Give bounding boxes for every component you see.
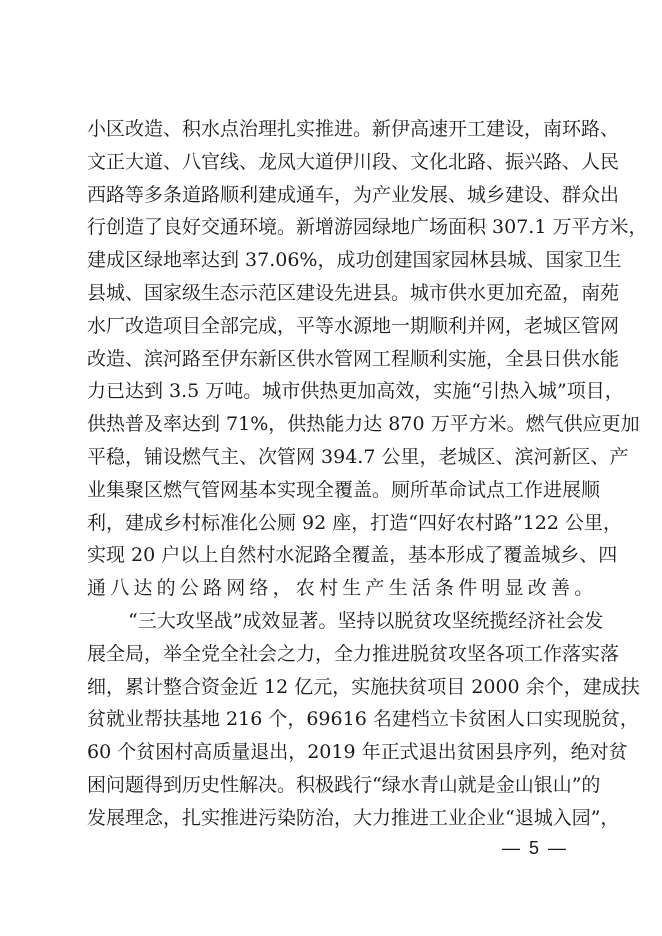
text-line: 改造、滨河路至伊东新区供水管网工程顺利实施，全县日供水能 [87,347,620,370]
body-text [87,113,648,835]
text-line: 实现 20 户以上自然村水泥路全覆盖，基本形成了覆盖城乡、四 [87,544,618,567]
text-line: 业集聚区燃气管网基本实现全覆盖。厕所革命试点工作进展顺 [87,478,601,501]
text-line: 文正大道、八官线、龙凤大道伊川段、文化北路、振兴路、人民 [87,150,620,173]
text-line: 细，累计整合资金近 12 亿元，实施扶贫项目 2000 余个，建成扶 [87,675,640,698]
text-line: 行创造了良好交通环境。新增游园绿地广场面积 307.1 万平方米， [87,216,648,239]
text-line: 平稳，铺设燃气主、次管网 394.7 公里，老城区、滨河新区、产 [87,445,629,468]
text-line: “三大攻坚战”成效显著。坚持以脱贫攻坚统揽经济社会发 [128,609,604,632]
text-line: 困问题得到历史性解决。积极践行“绿水青山就是金山银山”的 [87,773,601,796]
text-line: 建成区绿地率达到 37.06%，成功创建国家园林县城、国家卫生 [87,249,622,272]
text-line: 60 个贫困村高质量退出，2019 年正式退出贫困县序列，绝对贫 [87,741,628,764]
text-line: 发展理念，扎实推进污染防治，大力推进工业企业“退城入园”， [87,806,620,829]
text-line: 通八达的公路网络，农村生产生活条件明显改善。 [87,577,598,600]
text-line: 贫就业帮扶基地 216 个，69616 名建档立卡贫困人口实现脱贫， [87,708,639,731]
text-line: 力已达到 3.5 万吨。城市供热更加高效，实施“引热入城”项目， [87,380,624,403]
text-line: 小区改造、积水点治理扎实推进。新伊高速开工建设，南环路、 [87,118,620,140]
text-line: 利，建成乡村标准化公厕 92 座，打造“四好农村路”122 公里， [87,511,622,534]
text-line: 县城、国家级生态示范区建设先进县。城市供水更加充盈，南苑 [87,281,620,304]
text-line: 展全局，举全党全社会之力，全力推进脱贫攻坚各项工作落实落 [87,642,620,665]
page-number: — 5 — [501,838,568,858]
text-line: 西路等多条道路顺利建成通车，为产业发展、城乡建设、群众出 [87,183,620,206]
text-line: 供热普及率达到 71%，供热能力达 870 万平方米。燃气供应更加 [87,413,640,436]
text-line: 水厂改造项目全部完成，平等水源地一期顺利并网，老城区管网 [87,314,620,337]
